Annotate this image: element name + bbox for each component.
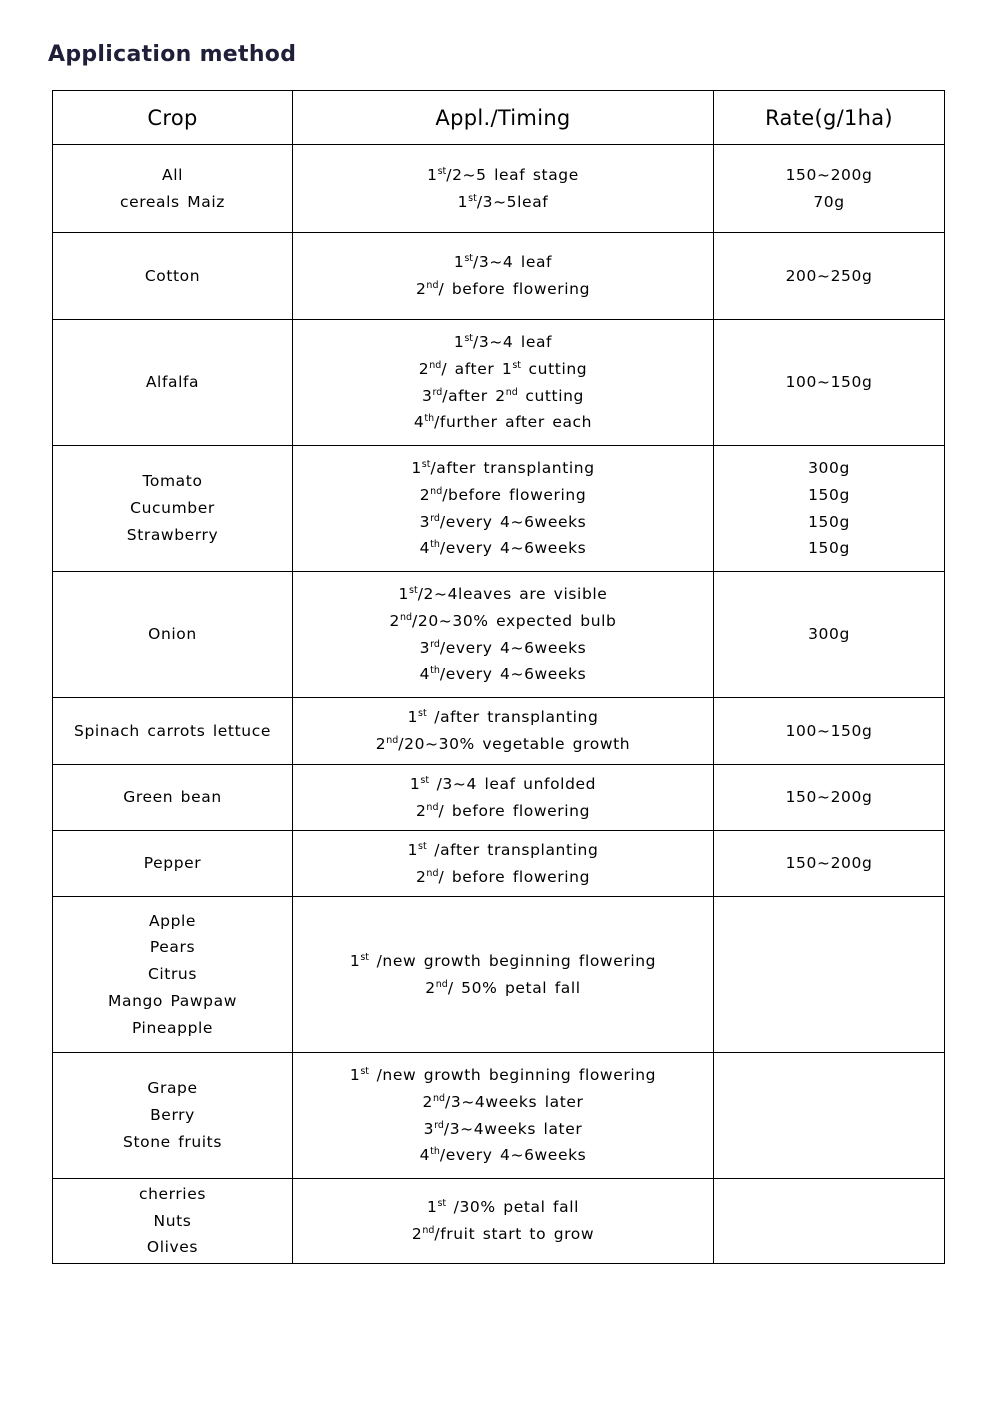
timing-cell xyxy=(293,233,714,320)
crop-name: Pineapple xyxy=(131,1018,214,1037)
timing-text: cutting xyxy=(517,386,584,405)
rate-cell xyxy=(714,1053,945,1179)
ordinal-suffix: nd xyxy=(429,359,442,371)
timing-line xyxy=(299,771,707,798)
timing-text: 1 xyxy=(349,1066,361,1085)
ordinal-suffix: rd xyxy=(434,1119,444,1131)
timing-text: 3 xyxy=(422,386,433,405)
table-row xyxy=(53,233,945,320)
crop-cell xyxy=(53,145,293,233)
timing-text: /new growth beginning flowering xyxy=(369,951,657,970)
timing-text: / before flowering xyxy=(438,801,591,820)
ordinal-suffix: st xyxy=(437,1198,447,1210)
timing-line xyxy=(299,249,707,276)
header-timing: Appl./Timing xyxy=(293,91,714,145)
ordinal-suffix: st xyxy=(421,459,431,471)
timing-text: /after transplanting xyxy=(430,459,595,478)
timing-line xyxy=(299,482,707,509)
timing-line xyxy=(299,837,707,864)
crop-name: Pepper xyxy=(143,854,202,873)
timing-text: 1 xyxy=(453,333,465,352)
timing-line xyxy=(299,975,707,1002)
table-row xyxy=(53,1179,945,1264)
timing-line xyxy=(299,635,707,662)
ordinal-suffix: th xyxy=(430,539,440,551)
timing-cell xyxy=(293,1179,714,1264)
crop-name: Apple xyxy=(148,911,197,930)
timing-line xyxy=(299,731,707,758)
timing-line xyxy=(299,329,707,356)
timing-line xyxy=(299,455,707,482)
timing-cell xyxy=(293,320,714,446)
crop-cell xyxy=(53,831,293,897)
timing-cell xyxy=(293,897,714,1053)
timing-text: 2 xyxy=(425,978,436,997)
timing-text: /3~4weeks later xyxy=(443,1119,583,1138)
timing-text: 1 xyxy=(349,951,361,970)
timing-text: /fruit start to grow xyxy=(434,1225,595,1243)
ordinal-suffix: st xyxy=(468,192,477,204)
timing-text: /new growth beginning flowering xyxy=(369,1066,657,1085)
table-row xyxy=(53,572,945,698)
crop-name: Nuts xyxy=(153,1211,192,1230)
timing-text: 1 xyxy=(457,192,469,211)
crop-name: Stone fruits xyxy=(123,1132,222,1151)
rate-value: 300g xyxy=(808,625,850,644)
timing-text: /30% petal fall xyxy=(446,1198,580,1217)
crop-name: Cotton xyxy=(144,266,201,285)
timing-text: /3~5leaf xyxy=(476,192,549,211)
crop-name: All xyxy=(161,165,184,184)
rate-value: 200~250g xyxy=(785,266,873,285)
timing-text: /every 4~6weeks xyxy=(439,1146,587,1165)
ordinal-suffix: th xyxy=(430,1146,440,1158)
crop-name: cereals Maiz xyxy=(120,192,225,211)
timing-cell xyxy=(293,145,714,233)
timing-text: /further after each xyxy=(434,413,593,432)
ordinal-suffix: nd xyxy=(399,611,413,623)
ordinal-suffix: rd xyxy=(432,386,443,398)
timing-text: 2 xyxy=(418,359,430,378)
rate-value: 150~200g xyxy=(785,165,873,184)
header-rate: Rate(g/1ha) xyxy=(714,91,945,145)
timing-text: /20~30% vegetable growth xyxy=(398,735,631,753)
timing-line xyxy=(299,1062,707,1089)
timing-line xyxy=(299,948,707,975)
table-row xyxy=(53,897,945,1053)
ordinal-suffix: nd xyxy=(426,867,439,879)
timing-text: /after 2 xyxy=(442,386,506,405)
ordinal-suffix: st xyxy=(512,359,522,371)
crop-cell xyxy=(53,320,293,446)
timing-text: 1 xyxy=(409,774,421,793)
table-row xyxy=(53,831,945,897)
timing-text: /3~4 leaf unfolded xyxy=(429,774,597,793)
timing-text: 3 xyxy=(419,638,431,657)
timing-cell xyxy=(293,446,714,572)
crop-name: Citrus xyxy=(147,965,198,984)
application-table xyxy=(52,90,945,1264)
table-body xyxy=(53,145,945,1264)
ordinal-suffix: nd xyxy=(505,386,518,398)
timing-line xyxy=(299,409,707,436)
timing-text: 2 xyxy=(415,867,427,886)
timing-text: 2 xyxy=(411,1225,423,1243)
timing-line xyxy=(299,189,707,216)
rate-cell xyxy=(714,897,945,1053)
ordinal-suffix: st xyxy=(418,708,427,720)
crop-cell xyxy=(53,1179,293,1264)
timing-text: 1 xyxy=(427,165,438,184)
rate-cell xyxy=(714,831,945,897)
rate-value: 150g xyxy=(808,539,850,558)
timing-line xyxy=(299,509,707,536)
timing-text: /every 4~6weeks xyxy=(439,512,587,531)
rate-cell xyxy=(714,698,945,765)
timing-text: /every 4~6weeks xyxy=(439,539,587,558)
timing-line xyxy=(299,1194,707,1221)
timing-text: 2 xyxy=(389,611,400,630)
ordinal-suffix: nd xyxy=(386,735,399,746)
timing-text: /2~5 leaf stage xyxy=(446,165,579,184)
timing-text: 2 xyxy=(422,1092,433,1111)
timing-text: 1 xyxy=(407,708,419,727)
ordinal-suffix: st xyxy=(360,1066,370,1078)
rate-cell xyxy=(714,446,945,572)
timing-text: /3~4 leaf xyxy=(473,253,553,272)
timing-text: /2~4leaves are visible xyxy=(417,585,608,604)
ordinal-suffix: nd xyxy=(432,1092,446,1104)
timing-line xyxy=(299,383,707,410)
crop-name: Spinach carrots lettuce xyxy=(74,721,271,740)
rate-value: 300g xyxy=(808,459,850,478)
timing-text: / before flowering xyxy=(438,867,591,886)
timing-text: 1 xyxy=(407,840,419,859)
ordinal-suffix: nd xyxy=(426,280,439,291)
ordinal-suffix: st xyxy=(409,585,418,597)
crop-name: Tomato xyxy=(142,472,203,491)
ordinal-suffix: st xyxy=(437,165,447,177)
crop-name: Onion xyxy=(148,625,197,644)
rate-value: 150g xyxy=(808,485,850,504)
ordinal-suffix: st xyxy=(420,774,430,786)
ordinal-suffix: st xyxy=(360,951,370,963)
ordinal-suffix: st xyxy=(418,840,427,852)
table-row xyxy=(53,765,945,831)
timing-text: /3~4weeks later xyxy=(445,1092,584,1111)
timing-line xyxy=(299,608,707,635)
table-row xyxy=(53,145,945,233)
timing-cell xyxy=(293,765,714,831)
rate-cell xyxy=(714,233,945,320)
crop-name: Strawberry xyxy=(126,525,219,544)
timing-text: 1 xyxy=(426,1198,438,1217)
timing-text: 1 xyxy=(411,459,422,478)
timing-line xyxy=(299,1116,707,1143)
timing-cell xyxy=(293,1053,714,1179)
crop-cell xyxy=(53,572,293,698)
timing-line xyxy=(299,276,707,303)
timing-text: /after transplanting xyxy=(426,708,599,727)
rate-value: 150~200g xyxy=(785,854,873,873)
rate-cell xyxy=(714,572,945,698)
table-header-row xyxy=(53,91,945,145)
ordinal-suffix: rd xyxy=(430,512,440,524)
crop-name: Pears xyxy=(149,938,196,957)
ordinal-suffix: th xyxy=(424,413,435,425)
timing-text: / 50% petal fall xyxy=(447,978,581,997)
timing-text: /every 4~6weeks xyxy=(439,665,587,684)
timing-text: 2 xyxy=(415,280,427,298)
rate-value: 70g xyxy=(813,192,845,211)
timing-line xyxy=(299,581,707,608)
crop-cell xyxy=(53,446,293,572)
crop-name: Berry xyxy=(150,1106,195,1125)
crop-name: Olives xyxy=(146,1238,199,1257)
timing-line xyxy=(299,1142,707,1169)
rate-value: 150~200g xyxy=(785,788,873,807)
timing-text: 2 xyxy=(419,485,431,504)
timing-cell xyxy=(293,572,714,698)
crop-cell xyxy=(53,698,293,765)
timing-line xyxy=(299,798,707,825)
timing-text: 4 xyxy=(419,539,431,558)
page-title: Application method xyxy=(48,42,297,67)
timing-text: 2 xyxy=(415,801,427,820)
ordinal-suffix: st xyxy=(464,333,474,345)
timing-text: / before flowering xyxy=(438,280,591,298)
timing-text: 3 xyxy=(423,1119,435,1138)
timing-line xyxy=(299,864,707,891)
timing-text: 4 xyxy=(413,413,425,432)
ordinal-suffix: nd xyxy=(435,978,448,990)
timing-cell xyxy=(293,831,714,897)
table-row xyxy=(53,1053,945,1179)
timing-text: /before flowering xyxy=(442,485,587,504)
rate-cell xyxy=(714,1179,945,1264)
rate-cell xyxy=(714,765,945,831)
timing-line xyxy=(299,162,707,189)
timing-line xyxy=(299,535,707,562)
crop-name: Mango Pawpaw xyxy=(108,991,237,1010)
rate-value: 100~150g xyxy=(785,373,873,392)
timing-text: 1 xyxy=(398,585,410,604)
header-crop: Crop xyxy=(53,91,293,145)
ordinal-suffix: nd xyxy=(422,1225,435,1236)
timing-text: /3~4 leaf xyxy=(473,333,553,352)
crop-name: cherries xyxy=(138,1184,207,1203)
timing-line xyxy=(299,1221,707,1248)
crop-name: Grape xyxy=(147,1079,198,1098)
ordinal-suffix: rd xyxy=(430,638,440,650)
ordinal-suffix: nd xyxy=(426,801,439,813)
table-row xyxy=(53,320,945,446)
ordinal-suffix: th xyxy=(430,665,440,677)
timing-text: 1 xyxy=(453,253,465,272)
timing-line xyxy=(299,704,707,731)
rate-value: 150g xyxy=(808,512,850,531)
timing-text: / after 1 xyxy=(441,359,513,378)
ordinal-suffix: st xyxy=(464,253,474,265)
rate-cell xyxy=(714,145,945,233)
table-row xyxy=(53,446,945,572)
timing-line xyxy=(299,1089,707,1116)
crop-name: Cucumber xyxy=(130,499,215,518)
crop-cell xyxy=(53,1053,293,1179)
timing-text: 3 xyxy=(419,512,431,531)
rate-value: 100~150g xyxy=(785,721,873,740)
timing-text: cutting xyxy=(521,359,588,378)
ordinal-suffix: nd xyxy=(430,485,443,497)
timing-line xyxy=(299,356,707,383)
timing-line xyxy=(299,661,707,688)
table-row xyxy=(53,698,945,765)
crop-cell xyxy=(53,897,293,1053)
timing-text: /20~30% expected bulb xyxy=(412,611,617,630)
crop-name: Green bean xyxy=(123,788,222,807)
crop-cell xyxy=(53,233,293,320)
timing-cell xyxy=(293,698,714,765)
timing-text: /after transplanting xyxy=(426,840,599,859)
crop-name: Alfalfa xyxy=(145,373,200,392)
timing-text: 2 xyxy=(375,735,387,753)
timing-text: 4 xyxy=(419,665,431,684)
rate-cell xyxy=(714,320,945,446)
crop-cell xyxy=(53,765,293,831)
timing-text: /every 4~6weeks xyxy=(439,638,587,657)
timing-text: 4 xyxy=(419,1146,431,1165)
